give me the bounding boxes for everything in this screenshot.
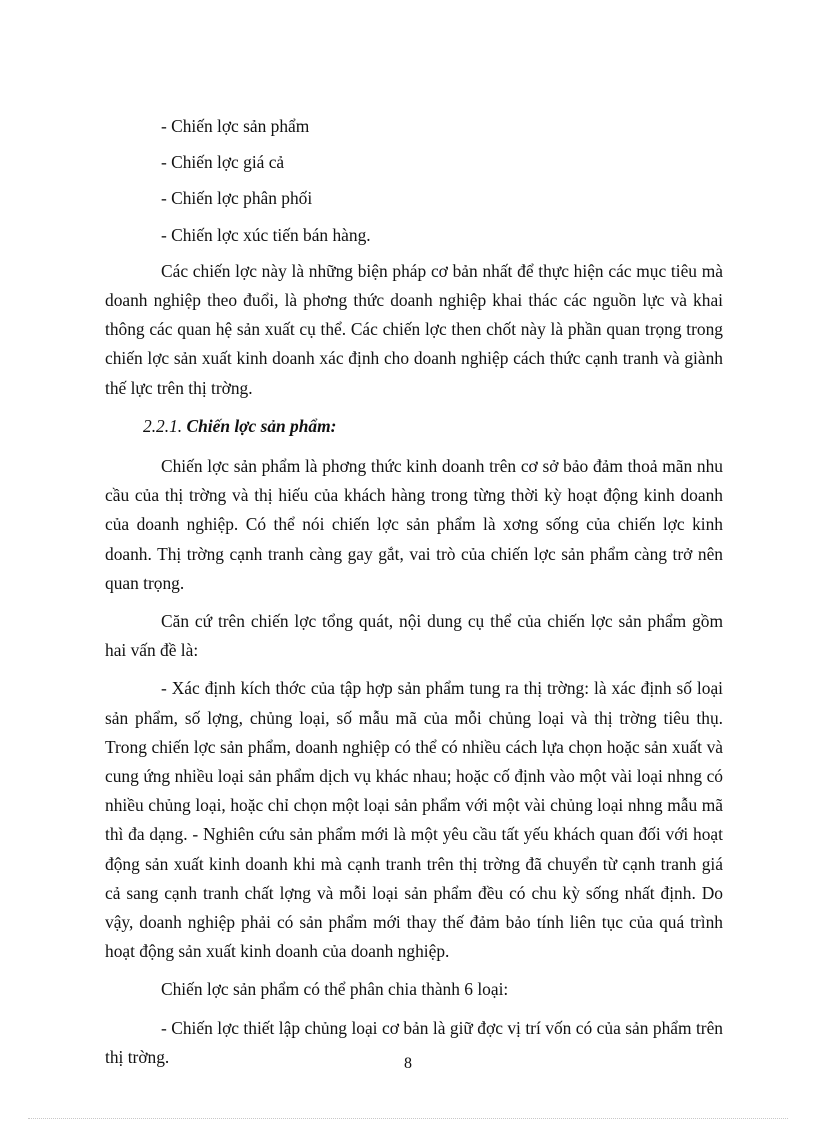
page-number: 8	[404, 1055, 412, 1072]
paragraph: Chiến lợc sản phẩm là phơng thức kinh doanh trên cơ sở bảo đảm thoả mãn nhu cầu của thị trờng và thị hiếu của khách hàng trong từng thời kỳ hoạt động kinh doanh của doanh nghiệp. Có thể nói chiến lợc sản phẩm là xơng sống của chiến lợc kinh doanh. Thị trờng cạnh tranh càng gay gắt, vai trò của chiến lợc sản phẩm càng trở nên quan trọng.	[105, 456, 723, 593]
page-content	[105, 112, 723, 1081]
section-number: 2.2.1.	[143, 415, 183, 436]
bullet-item: - Chiến lợc xúc tiến bán hàng.	[161, 224, 371, 245]
paragraph: Các chiến lợc này là những biện pháp cơ bản nhất để thực hiện các mục tiêu mà doanh nghiệp theo đuổi, là phơng thức doanh nghiệp khai thác các nguồn lực và khai thông các quan hệ sản xuất cụ thể. Các chiến lợc then chốt này là phần quan trọng trong chiến lợc sản xuất kinh doanh xác định cho doanh nghiệp cách thức cạnh tranh và giành thế lực trên thị trờng.	[105, 260, 723, 398]
bullet-item: - Chiến lợc giá cả	[161, 152, 285, 173]
bullet-item: - Chiến lợc phân phối	[161, 188, 313, 209]
paragraph: Căn cứ trên chiến lợc tổng quát, nội dung cụ thể của chiến lợc sản phẩm gồm hai vấn đề là:	[105, 611, 723, 661]
bullet-item: - Chiến lợc sản phẩm	[161, 116, 310, 136]
section-heading	[143, 412, 723, 441]
paragraph: Chiến lợc sản phẩm có thể phân chia thành 6 loại:	[161, 979, 509, 1000]
page-bottom-divider	[28, 1118, 788, 1119]
section-title: Chiến lợc sản phẩm:	[186, 415, 337, 436]
paragraph: - Xác định kích thớc của tập hợp sản phẩm tung ra thị trờng: là xác định số loại sản phẩm, số lợng, chủng loại, số mẫu mã của mỗi chủng loại và thị trờng tiêu thụ. Trong chiến lợc sản phẩm, doanh nghiệp có thể có nhiều cách lựa chọn hoặc sản xuất và cung ứng nhiều loại sản phẩm dịch vụ khác nhau; hoặc cố định vào một vài loại nhng có nhiều chủng loại, hoặc chỉ chọn một loại sản phẩm với một vài chủng loại nhng mẫu mã thì đa dạng. - Nghiên cứu sản phẩm mới là một yêu cầu tất yếu khách quan đối với hoạt động sản xuất kinh doanh khi mà cạnh tranh trên thị trờng đã chuyển từ cạnh tranh giá cả sang cạnh tranh chất lợng và mỗi loại sản phẩm đều có chu kỳ sống nhất định. Do vậy, doanh nghiệp phải có sản phẩm mới thay thế đảm bảo tính liên tục của quá trình hoạt động sản xuất kinh doanh của doanh nghiệp.	[105, 678, 723, 962]
paragraph: - Chiến lợc thiết lập chủng loại cơ bản là giữ đợc vị trí vốn có của sản phẩm trên thị trờng.	[105, 1017, 723, 1067]
